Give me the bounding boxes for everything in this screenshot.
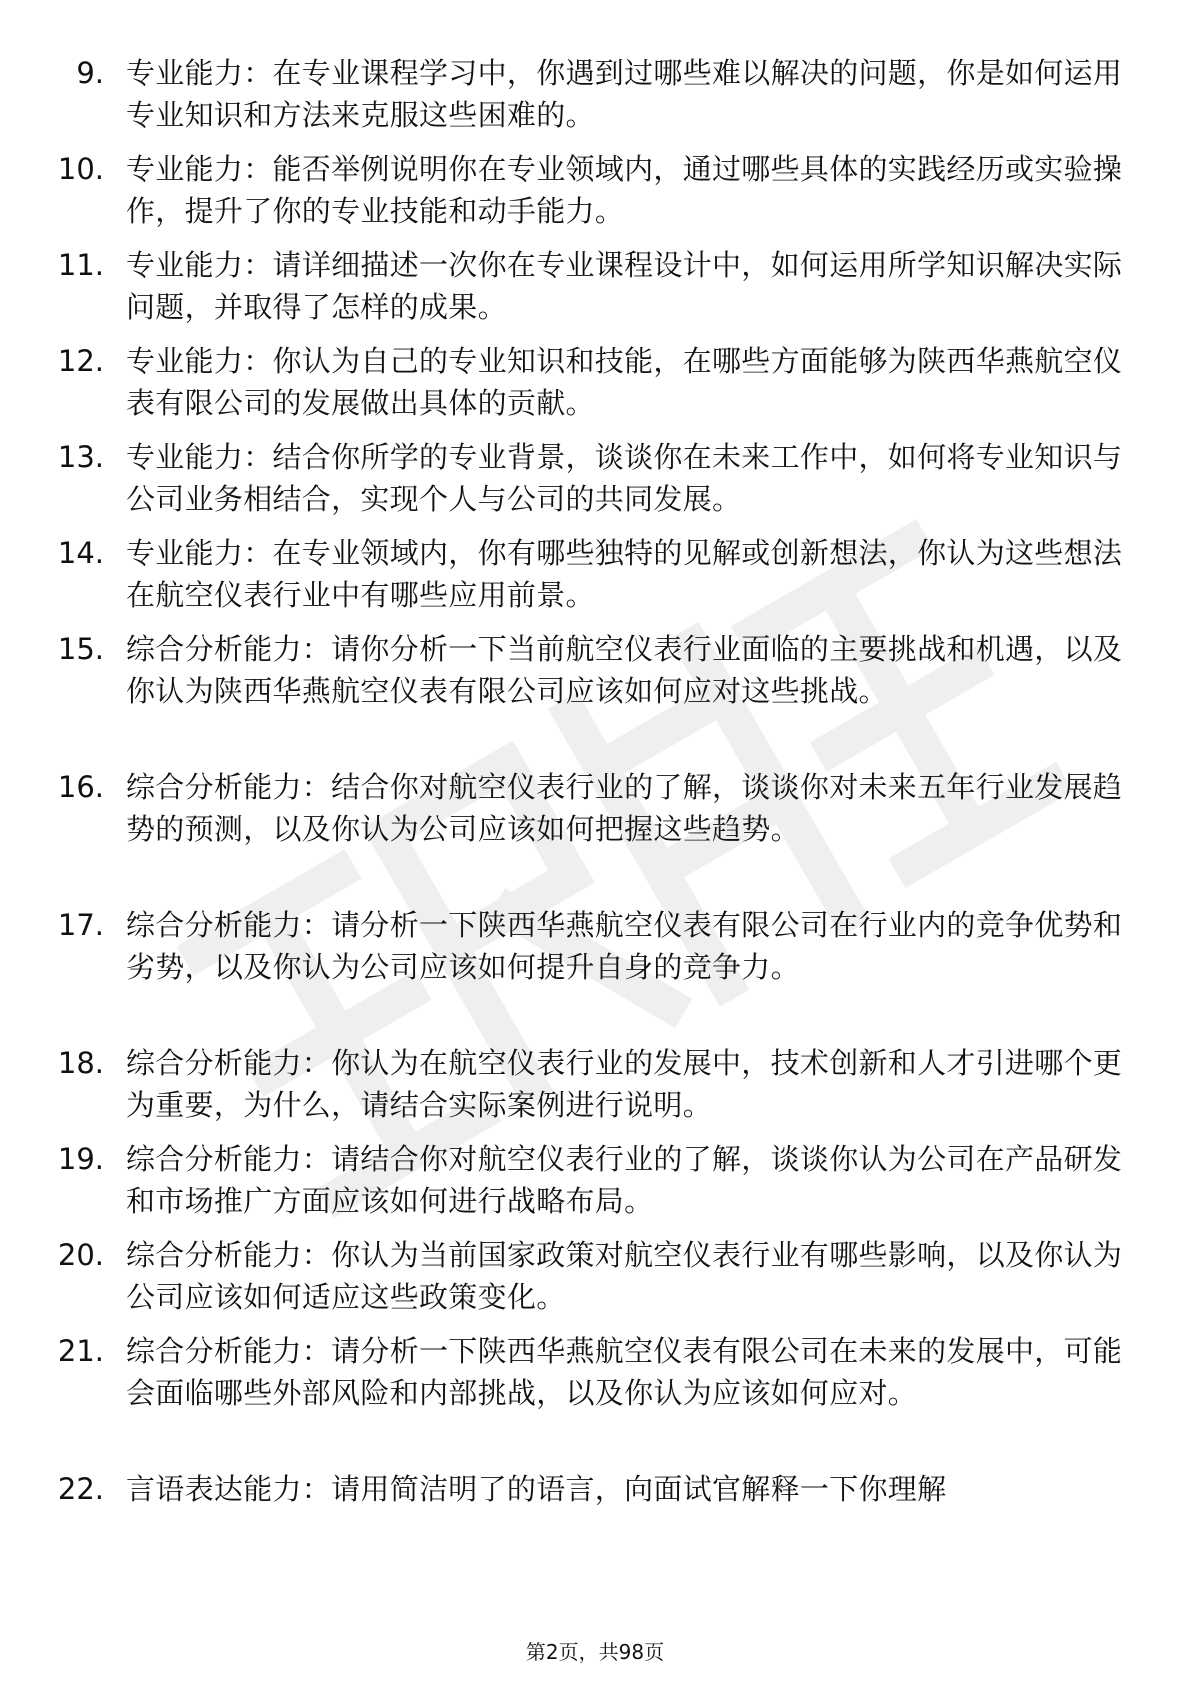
question-text: 综合分析能力：请分析一下陕西华燕航空仪表有限公司在未来的发展中，可能会面临哪些外部风险和内部挑战，以及你认为应该如何应对。: [126, 1334, 1123, 1410]
question-number: 11.: [57, 248, 104, 282]
question-number: 13.: [57, 440, 104, 474]
question-number: 22.: [57, 1472, 104, 1506]
question-text: 综合分析能力：请结合你对航空仪表行业的了解，谈谈你认为公司在产品研发和市场推广方面应该如何进行战略布局。: [126, 1142, 1123, 1218]
question-text: 综合分析能力：请分析一下陕西华燕航空仪表有限公司在行业内的竞争优势和劣势，以及你认为公司应该如何提升自身的竞争力。: [126, 908, 1123, 984]
question-text: 综合分析能力：请你分析一下当前航空仪表行业面临的主要挑战和机遇，以及你认为陕西华燕航空仪表有限公司应该如何应对这些挑战。: [126, 632, 1123, 708]
question-text: 综合分析能力：结合你对航空仪表行业的了解，谈谈你对未来五年行业发展趋势的预测，以及你认为公司应该如何把握这些趋势。: [126, 770, 1123, 846]
question-number: 15.: [57, 632, 104, 666]
question-text: 综合分析能力：你认为当前国家政策对航空仪表行业有哪些影响，以及你认为公司应该如何适应这些政策变化。: [126, 1238, 1123, 1314]
question-number: 21.: [57, 1334, 104, 1368]
question-number: 12.: [57, 344, 104, 378]
question-text: 专业能力：你认为自己的专业知识和技能，在哪些方面能够为陕西华燕航空仪表有限公司的发展做出具体的贡献。: [126, 344, 1123, 420]
question-text: 专业能力：请详细描述一次你在专业课程设计中，如何运用所学知识解决实际问题，并取得了怎样的成果。: [126, 248, 1123, 324]
question-number: 14.: [57, 536, 104, 570]
question-number: 9.: [76, 56, 104, 90]
question-number: 20.: [57, 1238, 104, 1272]
question-text: 专业能力：结合你所学的专业背景，谈谈你在未来工作中，如何将专业知识与公司业务相结合，实现个人与公司的共同发展。: [126, 440, 1123, 516]
question-text: 专业能力：在专业领域内，你有哪些独特的见解或创新想法，你认为这些想法在航空仪表行业中有哪些应用前景。: [126, 536, 1123, 612]
page-number-footer: 第2页，共98页: [525, 1640, 665, 1664]
question-text: 专业能力：能否举例说明你在专业领域内，通过哪些具体的实践经历或实验操作，提升了你的专业技能和动手能力。: [126, 152, 1123, 228]
question-text: 综合分析能力：你认为在航空仪表行业的发展中，技术创新和人才引进哪个更为重要，为什么，请结合实际案例进行说明。: [126, 1046, 1123, 1122]
question-text: 言语表达能力：请用简洁明了的语言，向面试官解释一下你理解: [126, 1472, 947, 1506]
question-number: 19.: [57, 1142, 104, 1176]
question-text: 专业能力：在专业课程学习中，你遇到过哪些难以解决的问题，你是如何运用专业知识和方法来克服这些困难的。: [126, 56, 1123, 132]
question-number: 10.: [57, 152, 104, 186]
question-number: 16.: [57, 770, 104, 804]
question-number: 18.: [57, 1046, 104, 1080]
question-number: 17.: [57, 908, 104, 942]
